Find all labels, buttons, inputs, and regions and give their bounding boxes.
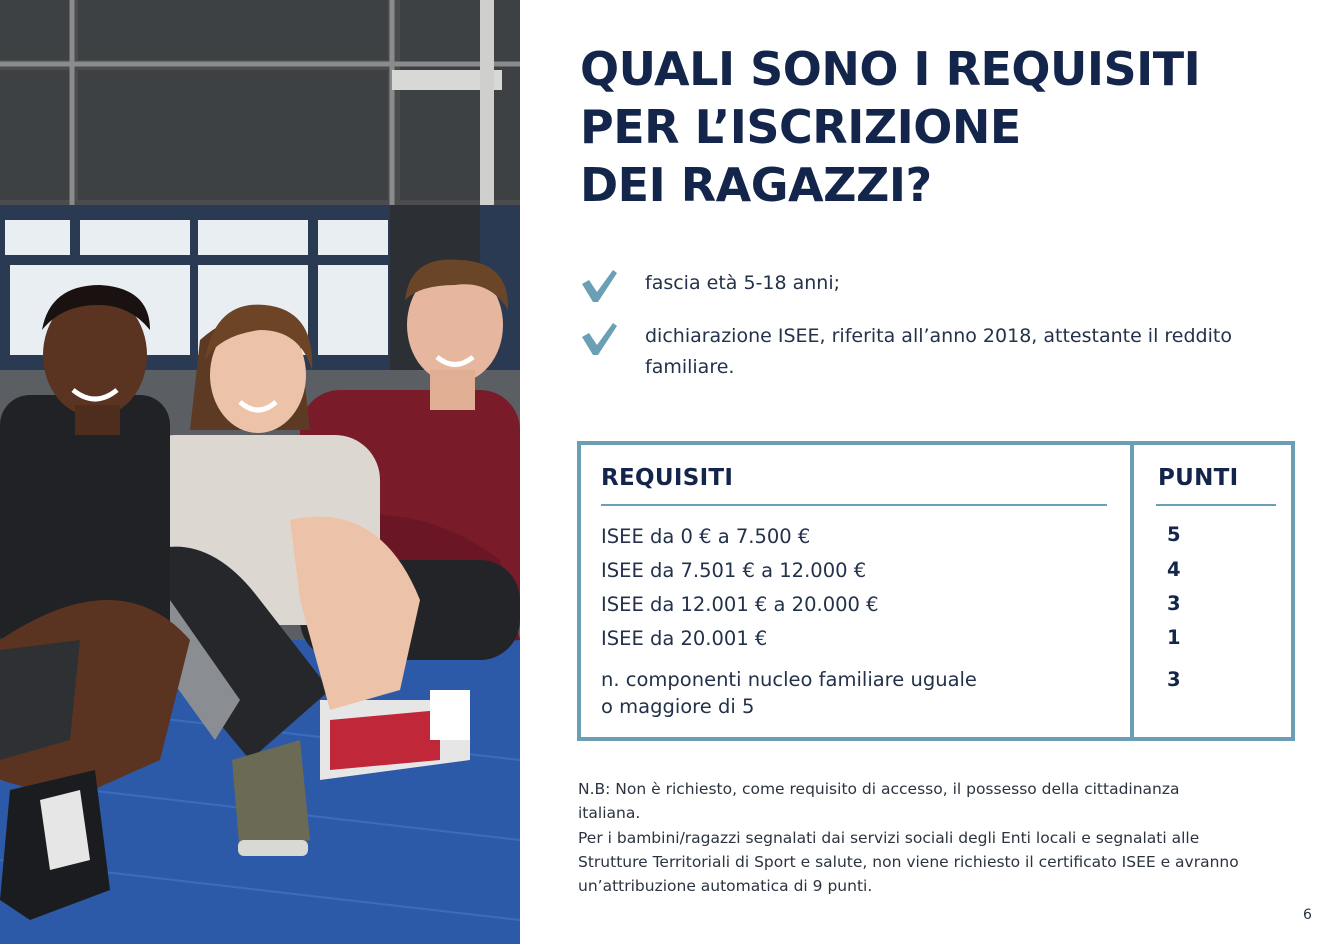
table-row-label: ISEE da 12.001 € a 20.000 €: [601, 593, 879, 616]
footnote: [578, 777, 1278, 898]
photo-three-teens-in-gym: [0, 0, 520, 944]
title-line-2: PER L’ISCRIZIONE: [580, 100, 1021, 154]
requirement-text: dichiarazione ISEE, riferita all’anno 2018, attestante il reddito familiare.: [645, 325, 1232, 378]
header-underline: [601, 504, 1107, 506]
requirement-text: fascia età 5-18 anni;: [645, 272, 841, 294]
header-underline: [1156, 504, 1276, 506]
table-row-points: 3: [1167, 592, 1181, 615]
note-social-services: Per i bambini/ragazzi segnalati dai servizi sociali degli Enti locali e segnalati alle Strutture Territoriali di Sport e salute, non viene richiesto il certificato ISEE e avranno un’attribuzione automatica di 9 punti.: [578, 828, 1239, 896]
page-number: 6: [1303, 907, 1312, 923]
requirements-list: [580, 268, 1280, 383]
requirements-points-table: [577, 441, 1295, 741]
table-header-requirements: REQUISITI: [601, 465, 734, 491]
note-citizenship: N.B: Non è richiesto, come requisito di accesso, il possesso della cittadinanza italiana.: [578, 780, 1180, 823]
requirement-item-age: [580, 268, 1280, 299]
photo-illustration: [0, 0, 520, 944]
title-line-1: QUALI SONO I REQUISITI: [580, 42, 1201, 96]
table-row-points: 1: [1167, 626, 1181, 649]
table-row-label-line2: o maggiore di 5: [601, 695, 755, 718]
check-icon: [580, 268, 618, 304]
table-row-label: ISEE da 7.501 € a 12.000 €: [601, 559, 867, 582]
check-icon: [580, 321, 618, 357]
page-title: [580, 40, 1200, 214]
table-row-points: 3: [1167, 668, 1181, 691]
table-header-points: PUNTI: [1158, 465, 1239, 491]
table-row-points: 5: [1167, 523, 1181, 546]
table-row-points: 4: [1167, 558, 1181, 581]
table-row-label: ISEE da 0 € a 7.500 €: [601, 525, 811, 548]
table-row-label: ISEE da 20.001 €: [601, 627, 768, 650]
requirement-item-isee: [580, 321, 1280, 383]
table-row-label-line1: n. componenti nucleo familiare uguale: [601, 668, 977, 691]
title-line-3: DEI RAGAZZI?: [580, 158, 932, 212]
column-divider: [1130, 445, 1134, 737]
